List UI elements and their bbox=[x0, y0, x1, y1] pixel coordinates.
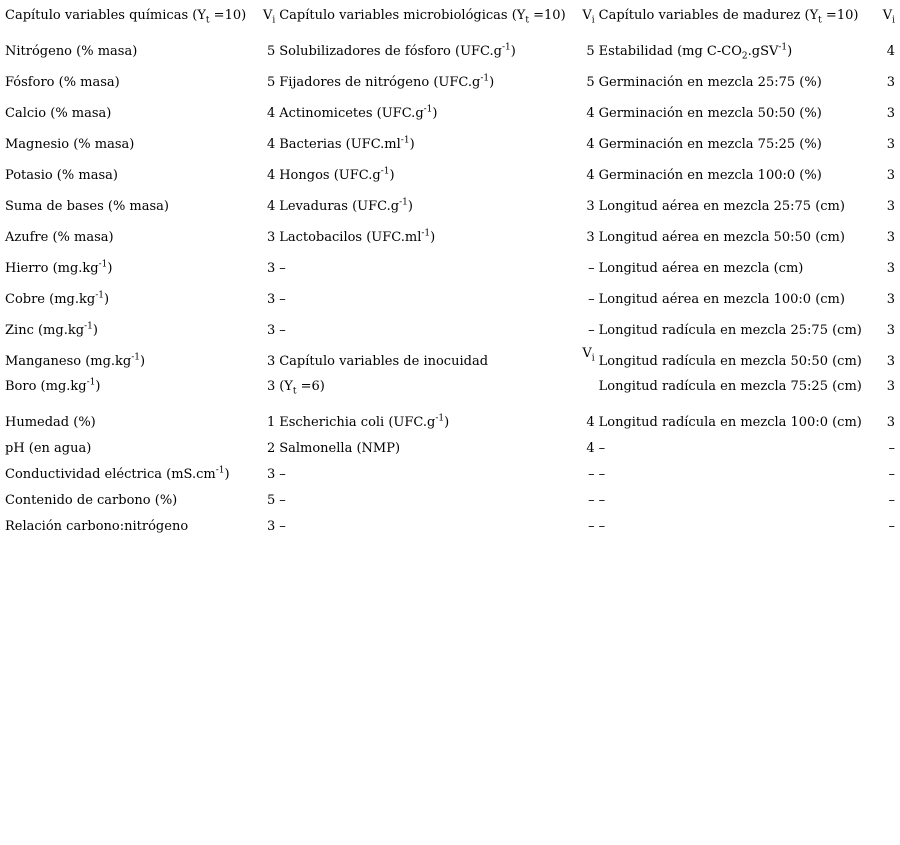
table-row bbox=[3, 487, 897, 513]
inoc-vi-header: $V_i$ bbox=[582, 346, 595, 364]
micro-weight: 3 bbox=[586, 230, 595, 245]
chem-weight: 3 bbox=[266, 261, 276, 276]
chem-variable: Azufre (% masa) bbox=[5, 230, 114, 245]
chem-variable: Hierro $(mg.kg^{-1})$ bbox=[5, 259, 113, 276]
chem-variable: Cobre $(mg.kg^{-1})$ bbox=[5, 290, 110, 307]
table-row bbox=[3, 284, 897, 315]
mad-weight: 3 bbox=[886, 137, 895, 152]
mad-variable: Longitud radícula en mezcla 100:0 (cm) bbox=[598, 414, 862, 430]
table-row bbox=[3, 98, 897, 129]
chem-weight: 3 bbox=[266, 379, 276, 394]
empty-dash: – bbox=[598, 518, 606, 534]
mad-variable: Longitud radícula en mezcla 25:75 (cm) bbox=[598, 323, 862, 338]
micro-variable: Fijadores de nitrógeno $(UFC.g^{-1})$ bbox=[279, 73, 495, 90]
mad-weight: 3 bbox=[886, 230, 895, 245]
micro-empty bbox=[277, 315, 576, 346]
mad-empty bbox=[597, 461, 875, 487]
inoc-weight: 4 bbox=[586, 414, 595, 430]
micro-empty bbox=[277, 487, 576, 513]
empty-dash: – bbox=[279, 261, 286, 276]
chem-weight: 5 bbox=[266, 492, 276, 508]
micro-weight: 5 bbox=[586, 75, 595, 90]
chem-vi-header: $V_i$ bbox=[262, 8, 276, 26]
mad-empty-weight: – bbox=[888, 440, 895, 456]
table-row bbox=[3, 409, 897, 435]
mad-empty bbox=[597, 487, 875, 513]
chem-variable: Calcio (% masa) bbox=[5, 106, 112, 121]
mad-variable: Longitud aérea en mezcla 50:50 (cm) bbox=[598, 230, 845, 245]
mad-empty-weight: – bbox=[888, 466, 895, 482]
mad-weight: 3 bbox=[886, 261, 895, 276]
inoc-variable: Salmonella (NMP) bbox=[279, 440, 401, 456]
chem-variable: Fósforo (% masa) bbox=[5, 75, 120, 90]
mad-empty-weight: – bbox=[888, 492, 895, 508]
chem-weight: 3 bbox=[266, 518, 276, 534]
mad-empty bbox=[597, 435, 875, 461]
table-row bbox=[3, 36, 897, 67]
micro-empty-weight: – bbox=[588, 518, 595, 534]
micro-vi-header: $V_i$ bbox=[582, 8, 595, 26]
table-row bbox=[3, 129, 897, 160]
chem-weight: 3 bbox=[266, 230, 276, 245]
table-row bbox=[3, 513, 897, 539]
table-row bbox=[3, 253, 897, 284]
mad-empty bbox=[597, 513, 875, 539]
chem-header: Capítulo variables químicas $(Y_t =10)$ bbox=[5, 8, 247, 26]
micro-empty-weight: – bbox=[588, 323, 595, 338]
table-row bbox=[3, 191, 897, 222]
mad-weight: 3 bbox=[886, 199, 895, 214]
chem-variable: Magnesio (% masa) bbox=[5, 137, 135, 152]
chem-weight: 3 bbox=[266, 323, 276, 338]
chem-weight: 2 bbox=[266, 440, 276, 456]
empty-dash: – bbox=[279, 323, 286, 338]
inoc-header-sub: $(Y_t =6)$ bbox=[279, 379, 325, 397]
empty-dash: – bbox=[279, 292, 286, 307]
chem-weight: 4 bbox=[266, 137, 276, 152]
chem-variable: Suma de bases (% masa) bbox=[5, 199, 170, 214]
micro-empty-weight: – bbox=[588, 492, 595, 508]
micro-variable: Levaduras $(UFC.g^{-1})$ bbox=[279, 197, 413, 214]
chem-weight: 3 bbox=[266, 292, 276, 307]
micro-weight: 4 bbox=[586, 137, 595, 152]
header-row bbox=[3, 4, 897, 36]
mad-variable: Estabilidad (mg $C-CO_2.gSV^{-1}$) bbox=[598, 42, 793, 62]
chem-weight: 3 bbox=[266, 354, 276, 369]
mad-variable: Longitud aérea en mezcla 25:75 (cm) bbox=[598, 199, 845, 214]
micro-empty-weight: – bbox=[588, 292, 595, 307]
table-row bbox=[3, 461, 897, 487]
table-row bbox=[3, 67, 897, 98]
chem-weight: 5 bbox=[266, 75, 276, 90]
chem-weight: 5 bbox=[266, 44, 276, 59]
chem-weight: 4 bbox=[266, 168, 276, 183]
micro-header: Capítulo variables microbiológicas $(Y_t =10)$ bbox=[279, 8, 566, 26]
chem-variable: Manganeso $(mg.kg^{-1})$ bbox=[5, 352, 146, 369]
chem-variable: Zinc $(mg.kg^{-1})$ bbox=[5, 321, 98, 338]
mad-weight: 3 bbox=[886, 106, 895, 121]
micro-empty bbox=[277, 513, 576, 539]
empty-dash: – bbox=[279, 492, 286, 508]
mad-variable: Longitud radícula en mezcla 50:50 (cm) bbox=[598, 354, 862, 369]
empty-dash: – bbox=[598, 440, 606, 456]
mad-empty-weight: – bbox=[888, 518, 895, 534]
chem-variable: pH (en agua) bbox=[5, 440, 92, 456]
mad-weight: 3 bbox=[886, 354, 895, 369]
micro-empty-weight: – bbox=[588, 466, 595, 482]
mad-variable: Germinación en mezcla 75:25 (%) bbox=[598, 137, 822, 152]
inoc-header-sub-vi bbox=[577, 377, 597, 409]
mad-variable: Germinación en mezcla 100:0 (%) bbox=[598, 168, 822, 183]
micro-empty-weight: – bbox=[588, 261, 595, 276]
mad-weight: 3 bbox=[886, 75, 895, 90]
empty-dash: – bbox=[279, 518, 286, 534]
chem-weight: 4 bbox=[266, 106, 276, 121]
chem-variable: Nitrógeno (% masa) bbox=[5, 44, 138, 59]
mad-weight: 3 bbox=[886, 168, 895, 183]
inoc-header: Capítulo variables de inocuidad bbox=[279, 354, 489, 369]
mad-variable: Germinación en mezcla 25:75 (%) bbox=[598, 75, 822, 90]
table-row bbox=[3, 160, 897, 191]
inoc-weight: 4 bbox=[586, 440, 595, 456]
micro-variable: Lactobacilos $(UFC.ml^{-1})$ bbox=[279, 228, 436, 245]
table-row bbox=[3, 315, 897, 346]
mad-variable: Longitud aérea en mezcla (cm) bbox=[598, 261, 804, 276]
micro-variable: Solubilizadores de fósforo $(UFC.g^{-1})$ bbox=[279, 42, 516, 59]
mad-weight: 3 bbox=[886, 292, 895, 307]
chem-variable: Potasio (% masa) bbox=[5, 168, 118, 183]
inoc-variable: Escherichia coli $(UFC.g^{-1})$ bbox=[279, 413, 450, 430]
mad-variable: Longitud radícula en mezcla 75:25 (cm) bbox=[598, 379, 862, 394]
micro-empty bbox=[277, 461, 576, 487]
micro-weight: 3 bbox=[586, 199, 595, 214]
table-row bbox=[3, 377, 897, 409]
table-body bbox=[3, 4, 897, 539]
chem-variable: Contenido de carbono (%) bbox=[5, 492, 178, 508]
mad-header: Capítulo variables de madurez $(Y_t =10)$ bbox=[598, 8, 859, 26]
empty-dash: – bbox=[598, 492, 606, 508]
empty-dash: – bbox=[279, 466, 286, 482]
mad-variable: Germinación en mezcla 50:50 (%) bbox=[598, 106, 822, 121]
empty-dash: – bbox=[598, 466, 606, 482]
table-row bbox=[3, 346, 897, 377]
mad-variable: Longitud aérea en mezcla 100:0 (cm) bbox=[598, 292, 845, 307]
mad-weight: 3 bbox=[886, 323, 895, 338]
chem-weight: 4 bbox=[266, 199, 276, 214]
micro-variable: Actinomicetes $(UFC.g^{-1})$ bbox=[279, 104, 438, 121]
micro-empty bbox=[277, 284, 576, 315]
chem-variable: Boro $(mg.kg^{-1})$ bbox=[5, 377, 101, 394]
micro-empty bbox=[277, 253, 576, 284]
chem-weight: 3 bbox=[266, 466, 276, 482]
mad-vi-header: $V_i$ bbox=[882, 8, 895, 26]
micro-variable: Bacterias $(UFC.ml^{-1})$ bbox=[279, 135, 415, 152]
table-row bbox=[3, 435, 897, 461]
micro-weight: 4 bbox=[586, 106, 595, 121]
table-row bbox=[3, 222, 897, 253]
chem-variable: Relación carbono:nitrógeno bbox=[5, 518, 189, 534]
variables-table bbox=[3, 4, 897, 539]
chem-variable: Conductividad eléctrica $(mS.cm^{-1})$ bbox=[5, 465, 230, 482]
chem-weight: 1 bbox=[266, 414, 276, 430]
micro-weight: 4 bbox=[586, 168, 595, 183]
mad-weight: 3 bbox=[886, 414, 895, 430]
mad-weight: 3 bbox=[886, 379, 895, 394]
mad-weight: 4 bbox=[886, 44, 895, 59]
micro-weight: 5 bbox=[586, 44, 595, 59]
chem-variable: Humedad (%) bbox=[5, 414, 96, 430]
micro-variable: Hongos $(UFC.g^{-1})$ bbox=[279, 166, 395, 183]
